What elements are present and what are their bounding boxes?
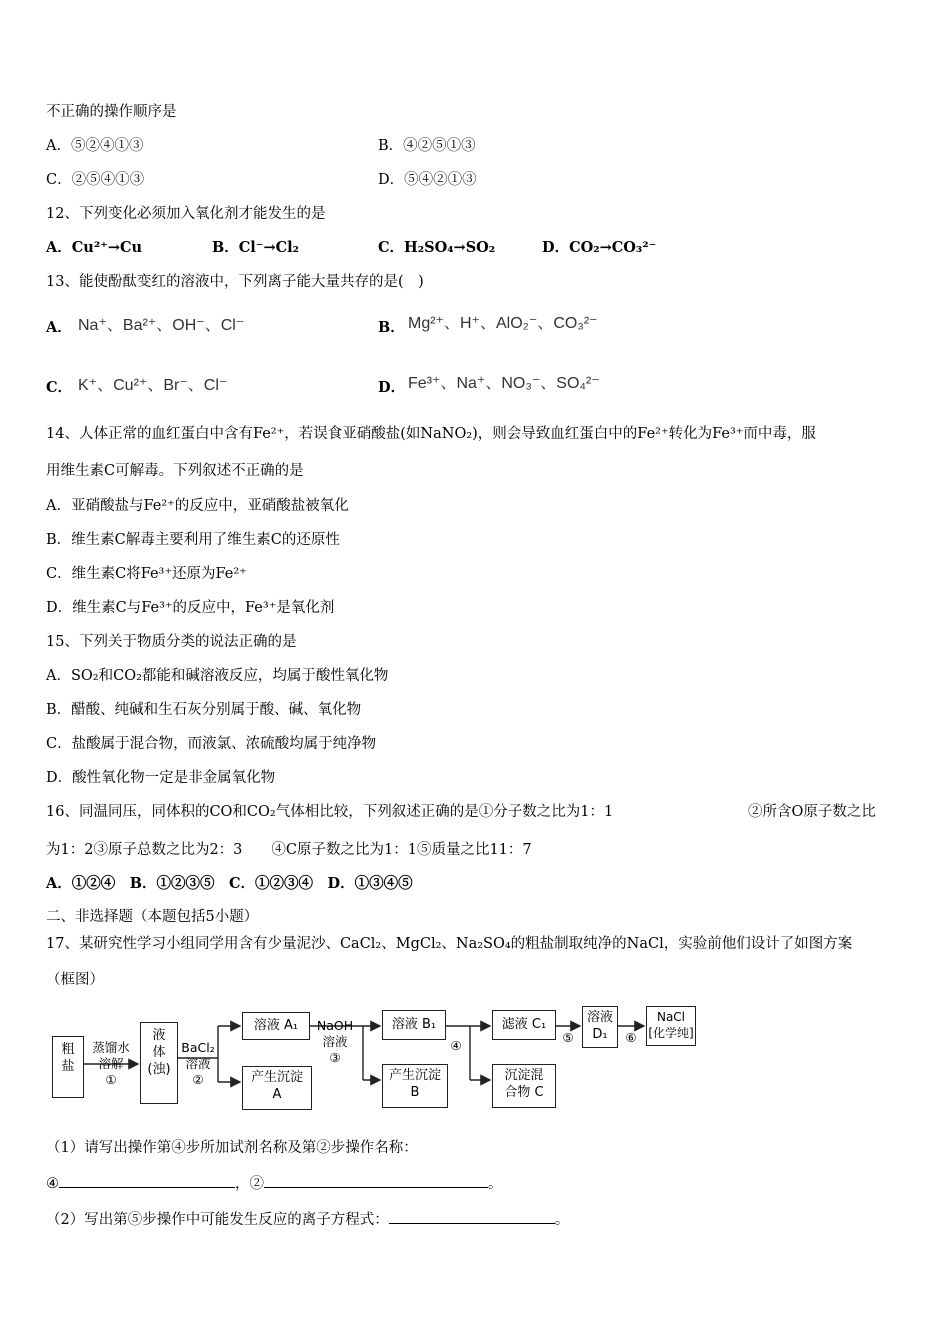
q16-stem-line1b: ②所含O原子数之比 [748,804,876,820]
q13-option-c-label: C． [46,379,73,396]
q14-option-b: B．维生素C解毒主要利用了维生素C的还原性 [46,532,340,548]
q11-option-b: B．④②⑤①③ [378,138,476,154]
q12-option-a: A．Cu²⁺→Cu [46,239,143,256]
q13-option-b-label: B． [378,319,405,336]
q13-option-a-ions: Na⁺、Ba²⁺、OH⁻、Cl⁻ [78,317,245,334]
step6-label: ⑥ [625,1030,637,1045]
q13-option-d-label: D． [378,379,406,396]
step5-label: ⑤ [562,1030,574,1045]
q17-sub2-line [46,1208,569,1230]
q13-option-b-ions: Mg²⁺、H⁺、AlO₂⁻、CO₃²⁻ [408,315,598,332]
q15-stem: 15、下列关于物质分类的说法正确的是 [46,634,297,650]
precipitate-b-box: 产生沉淀 B [382,1064,448,1108]
q13-option-c-ions: K⁺、Cu²⁺、Br⁻、Cl⁻ [78,377,228,394]
crude-salt-box: 粗 盐 [52,1036,84,1098]
q15-option-a: A．SO₂和CO₂都能和碱溶液反应，均属于酸性氧化物 [46,668,389,684]
q15-option-d: D．酸性氧化物一定是非金属氧化物 [46,770,276,786]
q17-sub1-label-a: ④ [46,1176,59,1192]
step1-label: 蒸馏水 溶解 ① [92,1040,130,1087]
q12-option-d: D．CO₂→CO₃²⁻ [542,239,657,256]
step4-label: ④ [450,1038,462,1053]
q12-option-c: C．H₂SO₄→SO₂ [378,239,496,256]
q15-option-b: B．醋酸、纯碱和生石灰分别属于酸、碱、氧化物 [46,702,362,718]
q15-option-c: C．盐酸属于混合物，而液氯、浓硫酸均属于纯净物 [46,736,377,752]
answer-blank-2[interactable] [264,1172,488,1188]
section-heading: 二、非选择题（本题包括5小题） [46,909,259,925]
q14-option-d: D．维生素C与Fe³⁺的反应中，Fe³⁺是氧化剂 [46,600,335,616]
step2-label: BaCl₂ 溶液 ② [181,1040,215,1087]
liquid-box: 液 体 (浊) [140,1022,178,1104]
answer-blank-ionic-equation[interactable] [389,1208,555,1224]
q17-sub2-stem: （2）写出第⑤步操作中可能发生反应的离子方程式： [46,1212,389,1228]
q14-option-c: C．维生素C将Fe³⁺还原为Fe²⁺ [46,566,247,582]
solution-b1-box: 溶液 B₁ [382,1010,446,1040]
q17-sub2-end: 。 [554,1212,570,1228]
solution-d1-box: 溶液 D₁ [582,1006,618,1048]
q13-option-a-label: A． [46,319,72,336]
q17-stem-line2: （框图） [46,972,104,988]
q12-option-b: B．Cl⁻→Cl₂ [212,239,300,256]
step3-label: NaOH 溶液 ③ [316,1018,354,1065]
q11-stem-tail: 不正确的操作顺序是 [46,104,177,120]
q14-option-a: A．亚硝酸盐与Fe²⁺的反应中，亚硝酸盐被氧化 [46,498,349,514]
q16-options: A．①②④ B．①②③⑤ C．①②③④ D．①③④⑤ [46,875,413,892]
precipitate-mixture-c-box: 沉淀混 合物 C [492,1064,556,1108]
q14-stem-line1: 14、人体正常的血红蛋白中含有Fe²⁺，若误食亚硝酸盐(如NaNO₂)，则会导致血红蛋白中的Fe²⁺转化为Fe³⁺而中毒，服 [46,426,816,442]
answer-blank-4[interactable] [59,1172,235,1188]
q11-option-a: A．⑤②④①③ [46,138,144,154]
q17-sub1-sep: ，② [235,1176,264,1192]
q17-sub1-end: 。 [488,1176,503,1192]
q12-stem: 12、下列变化必须加入氧化剂才能发生的是 [46,206,326,222]
q13-stem: 13、能使酚酞变红的溶液中，下列离子能大量共存的是( ) [46,274,424,290]
q11-option-d: D．⑤④②①③ [378,172,477,188]
q14-stem-line2: 用维生素C可解毒。下列叙述不正确的是 [46,463,304,479]
q17-sub1-stem: （1）请写出操作第④步所加试剂名称及第②步操作名称： [46,1140,418,1156]
filtrate-c1-box: 滤液 C₁ [492,1010,556,1040]
q11-option-c: C．②⑤④①③ [46,172,145,188]
q17-sub1-answer-line [46,1172,503,1194]
nacl-product-box: NaCl [化学纯] [646,1006,696,1046]
q13-option-d-ions: Fe³⁺、Na⁺、NO₃⁻、SO₄²⁻ [408,375,600,392]
q16-stem-line2: 为1：2③原子总数之比为2：3 ④C原子数之比为1：1⑤质量之比11：7 [46,842,532,858]
q17-stem-line1: 17、某研究性学习小组同学用含有少量泥沙、CaCl₂、MgCl₂、Na₂SO₄的粗盐制取纯净的NaCl，实验前他们设计了如图方案 [46,936,853,952]
q16-stem-line1: 16、同温同压，同体积的CO和CO₂气体相比较，下列叙述正确的是①分子数之比为1：1 [46,804,614,820]
precipitate-a-box: 产生沉淀 A [242,1066,312,1110]
solution-a1-box: 溶液 A₁ [242,1012,310,1040]
